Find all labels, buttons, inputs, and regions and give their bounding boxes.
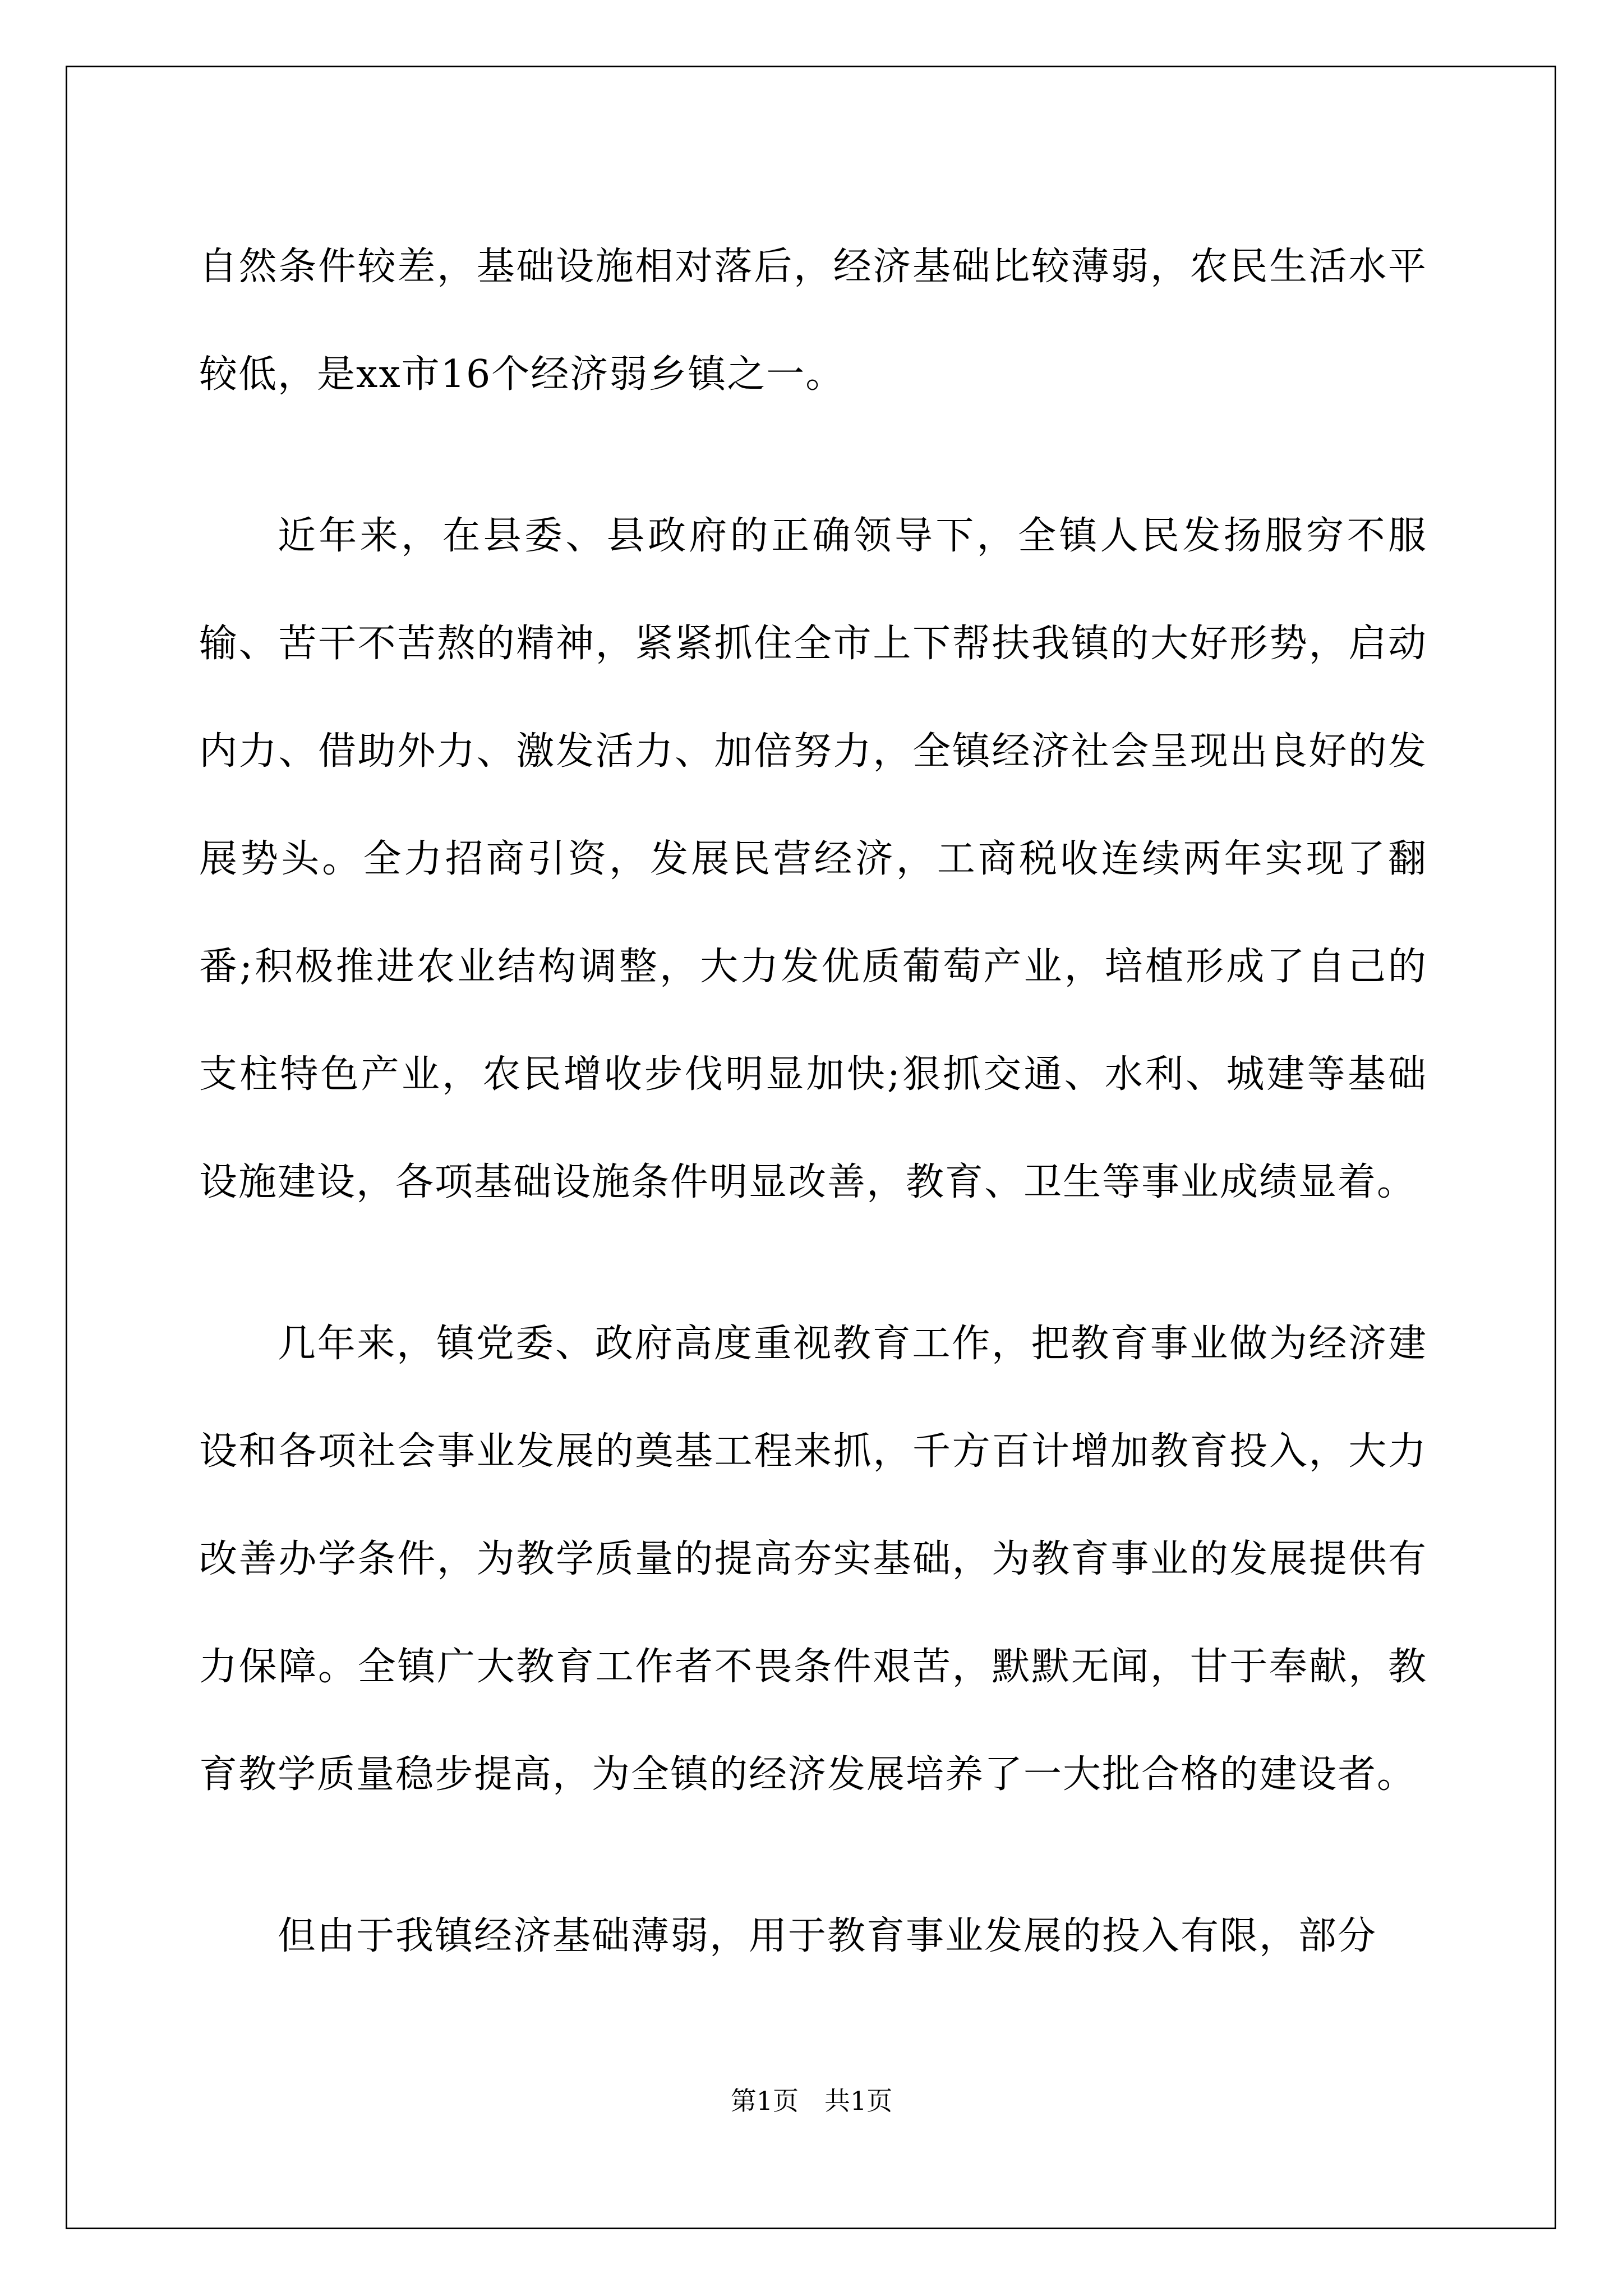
page-number-current: 第1页 xyxy=(730,2086,799,2116)
paragraph-continued: 自然条件较差，基础设施相对落后，经济基础比较薄弱，农民生活水平较低，是xx市16个经济弱乡镇之一。 xyxy=(199,245,1427,397)
paragraph: 几年来，镇党委、政府高度重视教育工作，把教育事业做为经济建设和各项社会事业发展的奠基工程来抓，千方百计增加教育投入，大力改善办学条件，为教学质量的提高夯实基础，为教育事业的发展提供有力保障。全镇广大教育工作者不畏条件艰苦，默默无闻，甘于奉献，教育教学质量稳步提高，为全镇的经济发展培养了一大批合格的建设者。 xyxy=(199,1322,1427,1797)
page-footer xyxy=(0,2084,1623,2118)
paragraph: 但由于我镇经济基础薄弱，用于教育事业发展的投入有限，部分 xyxy=(278,1914,1377,1958)
document-body xyxy=(199,213,1427,2044)
page-number-total: 共1页 xyxy=(824,2086,893,2116)
paragraph: 近年来，在县委、县政府的正确领导下，全镇人民发扬服穷不服输、苦干不苦熬的精神，紧紧抓住全市上下帮扶我镇的大好形势，启动内力、借助外力、激发活力、加倍努力，全镇经济社会呈现出良好的发展势头。全力招商引资，发展民营经济，工商税收连续两年实现了翻番;积极推进农业结构调整，大力发优质葡萄产业，培植形成了自己的支柱特色产业，农民增收步伐明显加快;狠抓交通、水利、城建等基础设施建设，各项基础设施条件明显改善，教育、卫生等事业成绩显着。 xyxy=(199,514,1427,1204)
